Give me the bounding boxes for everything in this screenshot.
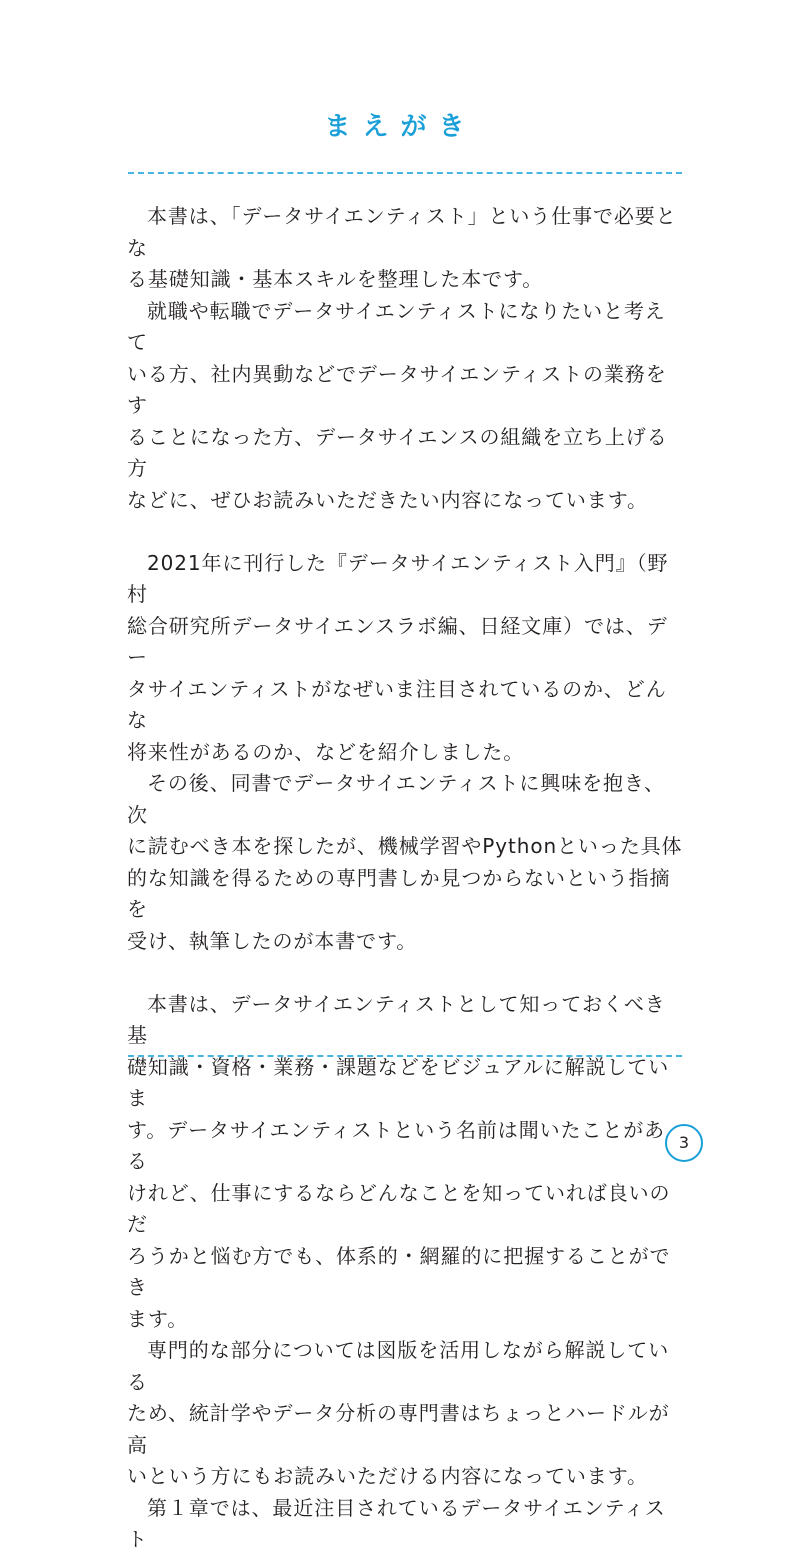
paragraph: 就職や転職でデータサイエンティストになりたいと考えて いる方、社内異動などでデータサイエンティストの業務をす ることになった方、データサイエンスの組織を立ち上げる方 などに、ぜひお読みいただきたい内容になっています。 xyxy=(127,298,668,512)
paragraph-gap xyxy=(127,516,685,548)
top-dashed-divider xyxy=(128,172,682,174)
page-number-badge: 3 xyxy=(665,1124,703,1162)
paragraph: 本書は、「データサイエンティスト」という仕事で必要とな る基礎知識・基本スキルを整理した本です。 xyxy=(127,204,677,291)
paragraph: 本書は、データサイエンティストとして知っておくべき基 礎知識・資格・業務・課題などをビジュアルに解説していま す。データサイエンティストという名前は聞いたことがある けれど、仕事にするならどんなことを知っていれば良いのだ ろうかと悩む方でも、体系的・網羅的に把握することができ ます。 xyxy=(127,991,671,1331)
paragraph: 第１章では、最近注目されているデータサイエンティスト xyxy=(127,1495,666,1551)
paragraph-gap xyxy=(127,957,685,989)
paragraph: 専門的な部分については図版を活用しながら解説している ため、統計学やデータ分析の専門書はちょっとハードルが高 いという方にもお読みいただける内容になっています。 xyxy=(127,1338,670,1488)
paragraph: その後、同書でデータサイエンティストに興味を抱き、次 に読むべき本を探したが、機械学習やPythonといった具体 的な知識を得るための専門書しか見つからないという指摘を 受け、執筆したのが本書です。 xyxy=(127,771,683,953)
paragraph: 2021年に刊行した『データサイエンティスト入門』（野村 総合研究所データサイエンスラボ編、日経文庫）では、デー タサイエンティストがなぜいま注目されているのか、どんな 将来性があるのか、などを紹介しました。 xyxy=(127,550,669,764)
preface-body xyxy=(127,201,685,1556)
page-title: まえがき xyxy=(324,112,477,142)
bottom-dashed-divider xyxy=(128,1055,682,1057)
